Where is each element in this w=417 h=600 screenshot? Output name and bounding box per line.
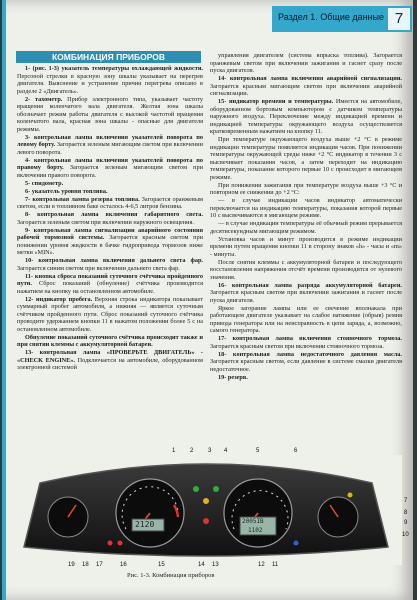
callout-8: 8 <box>404 510 408 516</box>
callout-9: 9 <box>404 520 408 526</box>
paragraph-heading: 10- контрольная лампа включения дальнего света фар. <box>25 257 203 264</box>
paragraph <box>210 351 402 374</box>
instrument-cluster-figure <box>10 455 402 565</box>
paragraph-heading: 15- индикатор времени и температуры. <box>218 98 334 105</box>
paragraph-body: Верхняя строка индикатора показывает суммарный пробег автомобиля, а нижняя — является суточным счётчиком пройденного пути. Сброс показаний суточного счётчика проводите удержанием кнопки 11 в нажатом положении более 5 с на остановленном автомобиле. <box>17 295 203 333</box>
callout-5: 5 <box>256 448 260 454</box>
paragraph <box>17 296 203 334</box>
paragraph-body: Загорается синим светом при включении дальнего света фар. <box>17 264 180 272</box>
paragraph <box>17 334 203 349</box>
paragraph <box>210 335 402 350</box>
paragraph <box>17 188 203 196</box>
paragraph-body: Загорается красным мигающим светом при включении аварийной сигнализации. <box>210 82 402 97</box>
paragraph-body: При понижении зажигания при температуре воздуха выше +3 °С и повторном ее снижении до +2 °С: <box>210 181 402 196</box>
callout-15: 15 <box>158 562 165 568</box>
paragraph-heading: 19- резерв. <box>218 373 248 381</box>
callout-7: 7 <box>404 498 408 504</box>
paragraph-body: Загорается зеленым мигающим светом при включении левого поворота. <box>17 141 203 156</box>
odometer-trip: 1102 <box>248 527 263 534</box>
paragraph-heading: 14- контрольная лампа включения аварийной сигнализации. <box>218 75 402 82</box>
paragraph-heading: 18- контрольная лампа недостаточного давления масла. <box>218 350 402 358</box>
callout-3: 3 <box>208 448 212 454</box>
paragraph <box>210 374 402 382</box>
paragraph-body: Загорается оранжевым светом, если в топливном баке осталось 4-6,5 литров бензина. <box>17 195 203 210</box>
paragraph-body: Загорается красным светом при включении стояночного тормоза. <box>210 342 384 350</box>
paragraph-body: — в случае индикации часов индикатор автоматически переключается на индикацию температуры, показания которой первые 10 с высвечиваются в мигающем режиме. <box>210 197 402 219</box>
paragraph-heading: 16- контрольная лампа разряда аккумуляторной батареи. <box>218 281 402 289</box>
paragraph-heading: 7- контрольная лампа резерва топлива. <box>25 195 140 203</box>
page-header <box>272 6 412 32</box>
paragraph-body: управления двигателем (система впрыска топлива). Загорается оранжевым светом при включении зажигания и гаснет сразу после пуска двигателя. <box>210 52 402 74</box>
paragraph-body: При температуре окружающего воздуха выше +2 °С в режиме индикации температуры появляется индикация часов. При понижении температуры окружающей среды ниже +2 °С индикатор в течении 3 с высвечивает показания часов, а затем переходит на индикацию температуры, показание которого первые 10 с происходит в мигающем режиме. <box>210 136 402 181</box>
paragraph-body: Загорается зеленым светом при включении наружного освещения. <box>17 218 194 226</box>
page-edge-strip <box>2 0 6 600</box>
paragraph-body: Загорается красным светом при понижении уровня жидкости в бачке гидропривода тормозов ниже метки «MIN». <box>17 234 203 256</box>
paragraph <box>17 65 203 95</box>
clock-display: 2120 <box>135 520 155 529</box>
paragraph-body: Загорается зеленым мигающим светом при включении правого поворота. <box>17 164 203 179</box>
callout-12: 12 <box>258 562 265 568</box>
callout-17: 17 <box>96 562 103 568</box>
paragraph <box>210 282 402 305</box>
paragraph-body: Загорается красным светом, если давление в системе смазки двигателя недостаточное. <box>210 358 402 373</box>
paragraph <box>17 211 203 226</box>
paragraph-body: Подключается на автомобиле, оборудованном электронной системой <box>17 356 203 371</box>
paragraph-heading: 12- индикатор пробега. <box>25 295 93 303</box>
paragraph-heading: 2- тахометр. <box>25 95 63 103</box>
paragraph-heading: 5- спидометр. <box>25 179 64 187</box>
section-title: Раздел 1. Общие данные <box>278 12 385 22</box>
paragraph <box>210 236 402 259</box>
callout-6: 6 <box>294 448 298 454</box>
section-heading: КОМБИНАЦИЯ ПРИБОРОВ <box>16 51 201 63</box>
paragraph-heading: 17- контрольная лампа включения стояночного тормоза. <box>218 335 402 342</box>
paragraph-heading: 1- (рис. 1-3) указатель температуры охлаждающей жидкости. <box>25 65 203 72</box>
paragraph <box>210 52 402 75</box>
paragraph-body: Загорается красным светом при включении зажигания и гаснет после пуска двигателя. <box>210 289 402 304</box>
paragraph <box>17 134 203 157</box>
paragraph <box>210 98 402 136</box>
paragraph-heading: 4- контрольная лампа включения указателей поворота по правому борту. <box>17 156 203 171</box>
paragraph <box>17 273 203 296</box>
paragraph-heading: 8- контрольная лампа включения габаритного света. <box>25 211 203 218</box>
paragraph-heading: 13- контрольная лампа «ПРОВЕРЬТЕ ДВИГАТЕЛЬ» - «CHECK ENGINE». <box>17 349 203 364</box>
callout-4: 4 <box>224 448 228 454</box>
callout-14: 14 <box>198 562 205 568</box>
paragraph <box>17 157 203 180</box>
callout-19: 19 <box>68 562 75 568</box>
paragraph-body: Персоной стрелки в красную зону шкалы указывает на перегрев двигателя. Выяснение и устранение причин перегрева описано в разделе 2 «Двигатель». <box>17 72 203 95</box>
paragraph <box>17 196 203 211</box>
figure-caption: Рис. 1-3. Комбинация приборов <box>127 572 215 579</box>
paragraph-heading: Обнуление показаний суточного счётчика происходит также и при снятии клеммы с аккумуляторной батареи. <box>17 333 203 348</box>
paragraph-heading: 6- указатель уровня топлива. <box>25 187 108 195</box>
callout-1: 1 <box>172 448 176 454</box>
paragraph <box>210 75 402 98</box>
paragraph-body: Имеется на автомобиле, оборудованном бортовым компьютером с датчиком температуры наружного воздуха. Переключение между индикацией времени и индикацией температуры окружающего воздуха осуществляется кратковременным нажатием на кнопку 11. <box>210 98 402 135</box>
callout-10: 10 <box>402 532 409 538</box>
paragraph <box>210 182 402 197</box>
paragraph <box>210 259 402 282</box>
paragraph <box>17 257 203 272</box>
callout-2: 2 <box>190 448 194 454</box>
page-number: 7 <box>388 8 410 30</box>
paragraph-body: — в случае индикации температуры её обычный режим прерывается десятисекундным мигающим режимом. <box>210 220 402 235</box>
callout-18: 18 <box>82 562 89 568</box>
paragraph-heading: 11- кнопка сброса показаний суточного счётчика пройденного пути. <box>17 272 203 287</box>
callout-16: 16 <box>120 562 127 568</box>
paragraph-heading: 3- контрольная лампа включения указателей поворота по левому борту. <box>17 133 203 148</box>
callout-13: 13 <box>212 562 219 568</box>
paragraph-body: Яркое загорание лампы или ее свечение вполнакала при работающем двигателе указывает на слабое натяжение (обрыв) ремня привода генератора или на неисправность в цепи заряда, а, возможно, самого генератора. <box>210 304 402 334</box>
paragraph <box>17 96 203 134</box>
book-page <box>2 0 413 600</box>
paragraph <box>210 220 402 235</box>
paragraph <box>17 227 203 257</box>
paragraph <box>17 349 203 372</box>
callout-11: 11 <box>272 562 279 568</box>
paragraph-body: Установка часов и минут производится в режиме индикации времени путем вращения кнопки 11 в сторону знаков «h» - часы и «m» - минуты. <box>210 235 402 258</box>
paragraph <box>210 197 402 220</box>
paragraph <box>17 180 203 188</box>
paragraph-body: Сброс показаний (обнуление) счётчика производится нажатием на кнопку на остановленном автомобиле. <box>17 280 203 295</box>
paragraph <box>210 305 402 335</box>
paragraph-body: Прибор электронного типа, указывает частоту вращения коленчатого вала двигателя. Желтая зона шкалы обозначает режим работы двигателя с высокой частотой вращения коленчатого вала, красная зона шкалы - опасные для двигателя режимы. <box>17 95 203 133</box>
paragraph <box>210 136 402 181</box>
paragraph-heading: 9- контрольная лампа сигнализации аварийного состояния рабочей тормозной системы. <box>17 226 203 241</box>
paragraph-body: После снятия клеммы с аккумуляторной батареи и последующего восстановления напряжения отсчёт времени производится от нулевого значения. <box>210 258 402 281</box>
odometer-total: 2005IB <box>242 518 264 525</box>
